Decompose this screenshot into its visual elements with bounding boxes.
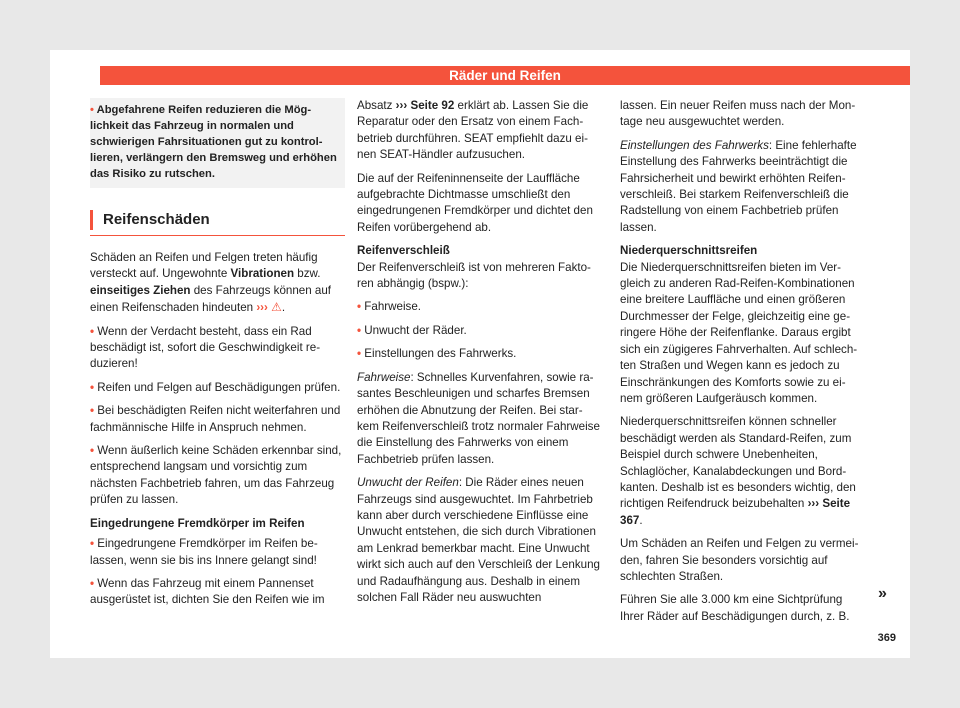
list-item: • Unwucht der Räder. [357, 323, 467, 337]
subheading-tire-wear: Reifenverschleiß [357, 244, 450, 258]
warning-triangle-icon: ⚠ [271, 300, 282, 315]
list-item: • Wenn äußerlich keine Schäden erkennbar sind, entsprechend langsam und vorsichtig zum nächsten Fachbetrieb fahren, um das Fahrzeug prüfen zu lassen. [90, 444, 342, 507]
subheading-low-profile-tires: Niederquerschnittsreifen [620, 244, 758, 258]
page-reference-link[interactable]: ››› Seite 92 [395, 99, 455, 112]
paragraph: Führen Sie alle 3.000 km eine Sichtprüfung Ihrer Räder auf Beschädigungen durch, z. B. [620, 593, 850, 623]
bullet-icon: • [90, 104, 94, 116]
column-2 [357, 98, 600, 613]
paragraph: Die auf der Reifeninnenseite der Lauffläche aufgebrachte Dichtmasse umschließt den eingedrungenen Fremdkörper und dichtet den Reifen vorübergehend ab. [357, 171, 593, 234]
column-1 [90, 98, 345, 616]
page-number: 369 [877, 632, 896, 644]
list-item: • Wenn der Verdacht besteht, dass ein Rad beschädigt ist, sofort die Geschwindigkeit reduzieren! [90, 324, 321, 371]
paragraph: Der Reifenverschleiß ist von mehreren Faktoren abhängig (bspw.): [357, 260, 591, 291]
paragraph: Absatz ››› Seite 92 erklärt ab. Lassen Sie die Reparatur oder den Ersatz von einem Fachbetrieb durchführen. SEAT empfiehlt dazu einen SEAT-Händler aufzusuchen. [357, 99, 589, 162]
warning-box [90, 98, 345, 188]
paragraph: Fahrweise: Schnelles Kurvenfahren, sowie rasantes Beschleunigen und scharfes Bremsen erhöhen die Abnutzung der Reifen. Bei starkem Reifenverschleiß trotz normaler Fahrweise die Einstellung des Fahrwerks von einem Fachbetrieb prüfen lassen. [357, 370, 600, 466]
list-item: • Fahrweise. [357, 300, 421, 314]
section-title: Reifenschäden [90, 210, 345, 230]
warning-text: Abgefahrene Reifen reduzieren die Möglichkeit das Fahrzeug in normalen und schwierigen Fahrsituationen gut zu kontrollieren, verlängern den Bremsweg und erhöhen das Risiko zu rutschen. [90, 104, 337, 180]
subheading-foreign-objects: Eingedrungene Fremdkörper im Reifen [90, 516, 305, 530]
list-item: • Eingedrungene Fremdkörper im Reifen belassen, wenn sie bis ins Innere gelangt sind! [90, 537, 318, 567]
section-heading-wrap [90, 210, 345, 236]
list-item: • Reifen und Felgen auf Beschädigungen prüfen. [90, 380, 341, 394]
continue-arrow-icon: » [878, 585, 887, 602]
reference-arrow[interactable]: ››› [256, 301, 268, 315]
paragraph: Niederquerschnittsreifen können schneller beschädigt werden als Standard-Reifen, zum Beispiel durch schwere Unebenheiten, Schlaglöcher, Kanalabdeckungen und Bordkanten. Deshalb ist es besonders wichtig, den richtigen Reifendruck beizubehalten ››› Seite 367. [620, 415, 856, 527]
page-reference-link[interactable]: ››› Seite 367 [620, 497, 851, 527]
paragraph: Einstellungen des Fahrwerks: Eine fehlerhafte Einstellung des Fahrwerks beeinträchtigt die Fahrsicherheit und bewirkt erhöhten Reifenverschleiß. Bei starkem Reifenverschleiß die Radstellung von einem Fachbetrieb prüfen lassen. [620, 138, 857, 234]
paragraph: Um Schäden an Reifen und Felgen zu vermeiden, fahren Sie besonders vorsichtig auf schlechten Straßen. [620, 537, 859, 583]
page [50, 50, 910, 658]
paragraph: Unwucht der Reifen: Die Räder eines neuen Fahrzeugs sind ausgewuchtet. Im Fahrbetrieb kann aber durch verschiedene Einflüsse eine Unwucht entstehen, die sich durch Vibrationen am Lenkrad bemerkbar macht. Eine Unwucht wirkt sich auch auf den Verschleiß der Lenkung und Radaufhängung aus. Deshalb in einem solchen Fall Räder neu auswuchten [357, 476, 600, 604]
list-item: • Wenn das Fahrzeug mit einem Pannenset ausgerüstet ist, dichten Sie den Reifen wie im [90, 576, 325, 607]
list-item: • Einstellungen des Fahrwerks. [357, 347, 517, 361]
column-3 [620, 98, 860, 632]
intro-paragraph: Schäden an Reifen und Felgen treten häufig versteckt auf. Ungewohnte Vibrationen bzw. einseitiges Ziehen des Fahrzeugs können auf einen Reifenschaden hindeuten ››› ⚠. [90, 251, 332, 315]
paragraph: Die Niederquerschnittsreifen bieten im Vergleich zu anderen Rad-Reifen-Kombinationen eine breitere Lauffläche und einen größeren Durchmesser der Felge, gleichzeitig eine geringere Höhe der Reifenflanke. Daraus ergibt sich ein zügigeres Fahrverhalten. Auf schlechten Straßen und Wegen kann es jedoch zu Einschränkungen des Komforts sowie zu einem größeren Laufgeräusch kommen. [620, 260, 858, 405]
list-item: • Bei beschädigten Reifen nicht weiterfahren und fachmännische Hilfe in Anspruch nehmen. [90, 404, 341, 434]
paragraph: lassen. Ein neuer Reifen muss nach der Montage neu ausgewuchtet werden. [620, 99, 856, 129]
chapter-header: Räder und Reifen [100, 66, 910, 85]
